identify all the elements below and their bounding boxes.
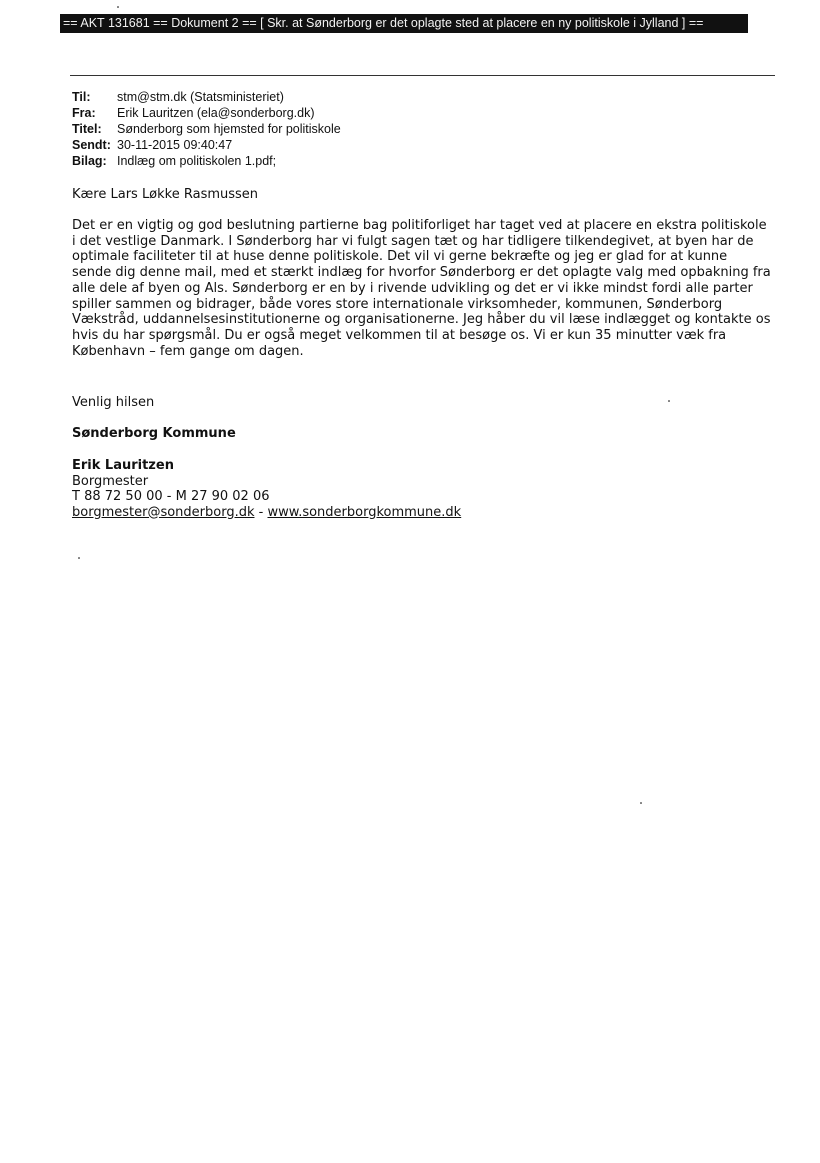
email-headers bbox=[72, 89, 341, 169]
header-from-value: Erik Lauritzen (ela@sonderborg.dk) bbox=[117, 106, 315, 120]
scan-speck bbox=[640, 802, 642, 804]
signature-links bbox=[72, 505, 461, 521]
header-sent-label: Sendt: bbox=[72, 138, 111, 152]
body-line: København – fem gange om dagen. bbox=[72, 343, 304, 359]
signature-role: Borgmester bbox=[72, 473, 149, 489]
organization-name: Sønderborg Kommune bbox=[72, 426, 236, 441]
scan-speck bbox=[78, 557, 80, 559]
header-divider bbox=[70, 75, 775, 76]
scan-speck bbox=[117, 6, 119, 8]
signature-block bbox=[72, 458, 461, 520]
letter-greeting: Kære Lars Løkke Rasmussen bbox=[72, 187, 259, 202]
link-separator: - bbox=[258, 504, 264, 520]
letter-closing: Venlig hilsen bbox=[72, 395, 155, 410]
header-attachment-value: Indlæg om politiskolen 1.pdf; bbox=[117, 154, 277, 168]
header-to bbox=[72, 89, 341, 105]
body-line: sende dig denne mail, med et stærkt indlæg for hvorfor Sønderborg er det oplagte valg med opbakning fra bbox=[72, 265, 771, 281]
header-from bbox=[72, 105, 341, 121]
header-title bbox=[72, 121, 341, 137]
document-banner: == AKT 131681 == Dokument 2 == [ Skr. at Sønderborg er det oplagte sted at placere en ny politiskole i Jylland ] == bbox=[60, 14, 748, 33]
body-line: Vækstråd, uddannelsesinstitutionerne og organisationerne. Jeg håber du vil læse indlægget og kontakte os bbox=[72, 312, 771, 328]
signature-name: Erik Lauritzen bbox=[72, 458, 174, 473]
header-from-label: Fra: bbox=[72, 106, 96, 120]
header-to-value: stm@stm.dk (Statsministeriet) bbox=[117, 90, 284, 104]
header-attachment bbox=[72, 153, 341, 169]
body-line: hvis du har spørgsmål. Du er også meget velkommen til at besøge os. Vi er kun 35 minutter væk fra bbox=[72, 327, 727, 343]
body-line: i det vestlige Danmark. I Sønderborg har vi fulgt sagen tæt og har tidligere tilkendegivet, at byen har de bbox=[72, 233, 754, 249]
header-sent bbox=[72, 137, 341, 153]
signature-phone: T 88 72 50 00 - M 27 90 02 06 bbox=[72, 489, 270, 504]
header-title-value: Sønderborg som hjemsted for politiskole bbox=[117, 122, 341, 136]
website-link[interactable]: www.sonderborgkommune.dk bbox=[267, 504, 462, 520]
letter-body bbox=[72, 218, 772, 359]
body-line: Det er en vigtig og god beslutning partierne bag politiforliget har taget ved at placere en ekstra politiskole bbox=[72, 218, 767, 233]
header-to-label: Til: bbox=[72, 90, 91, 104]
body-line: spiller sammen og bidrager, både vores store internationale virksomheder, kommunen, Sønderborg bbox=[72, 296, 723, 312]
header-title-label: Titel: bbox=[72, 122, 102, 136]
scan-speck bbox=[668, 400, 670, 402]
header-sent-value: 30-11-2015 09:40:47 bbox=[117, 138, 233, 152]
header-attachment-label: Bilag: bbox=[72, 154, 107, 168]
body-line: alle dele af byen og Als. Sønderborg er en by i rivende udvikling og det er vi ikke mindst fordi alle parter bbox=[72, 280, 753, 296]
email-link[interactable]: borgmester@sonderborg.dk bbox=[72, 504, 255, 520]
body-line: optimale faciliteter til at huse denne politiskole. Det vil vi gerne bekræfte og jeg er glad for at kunne bbox=[72, 249, 728, 265]
